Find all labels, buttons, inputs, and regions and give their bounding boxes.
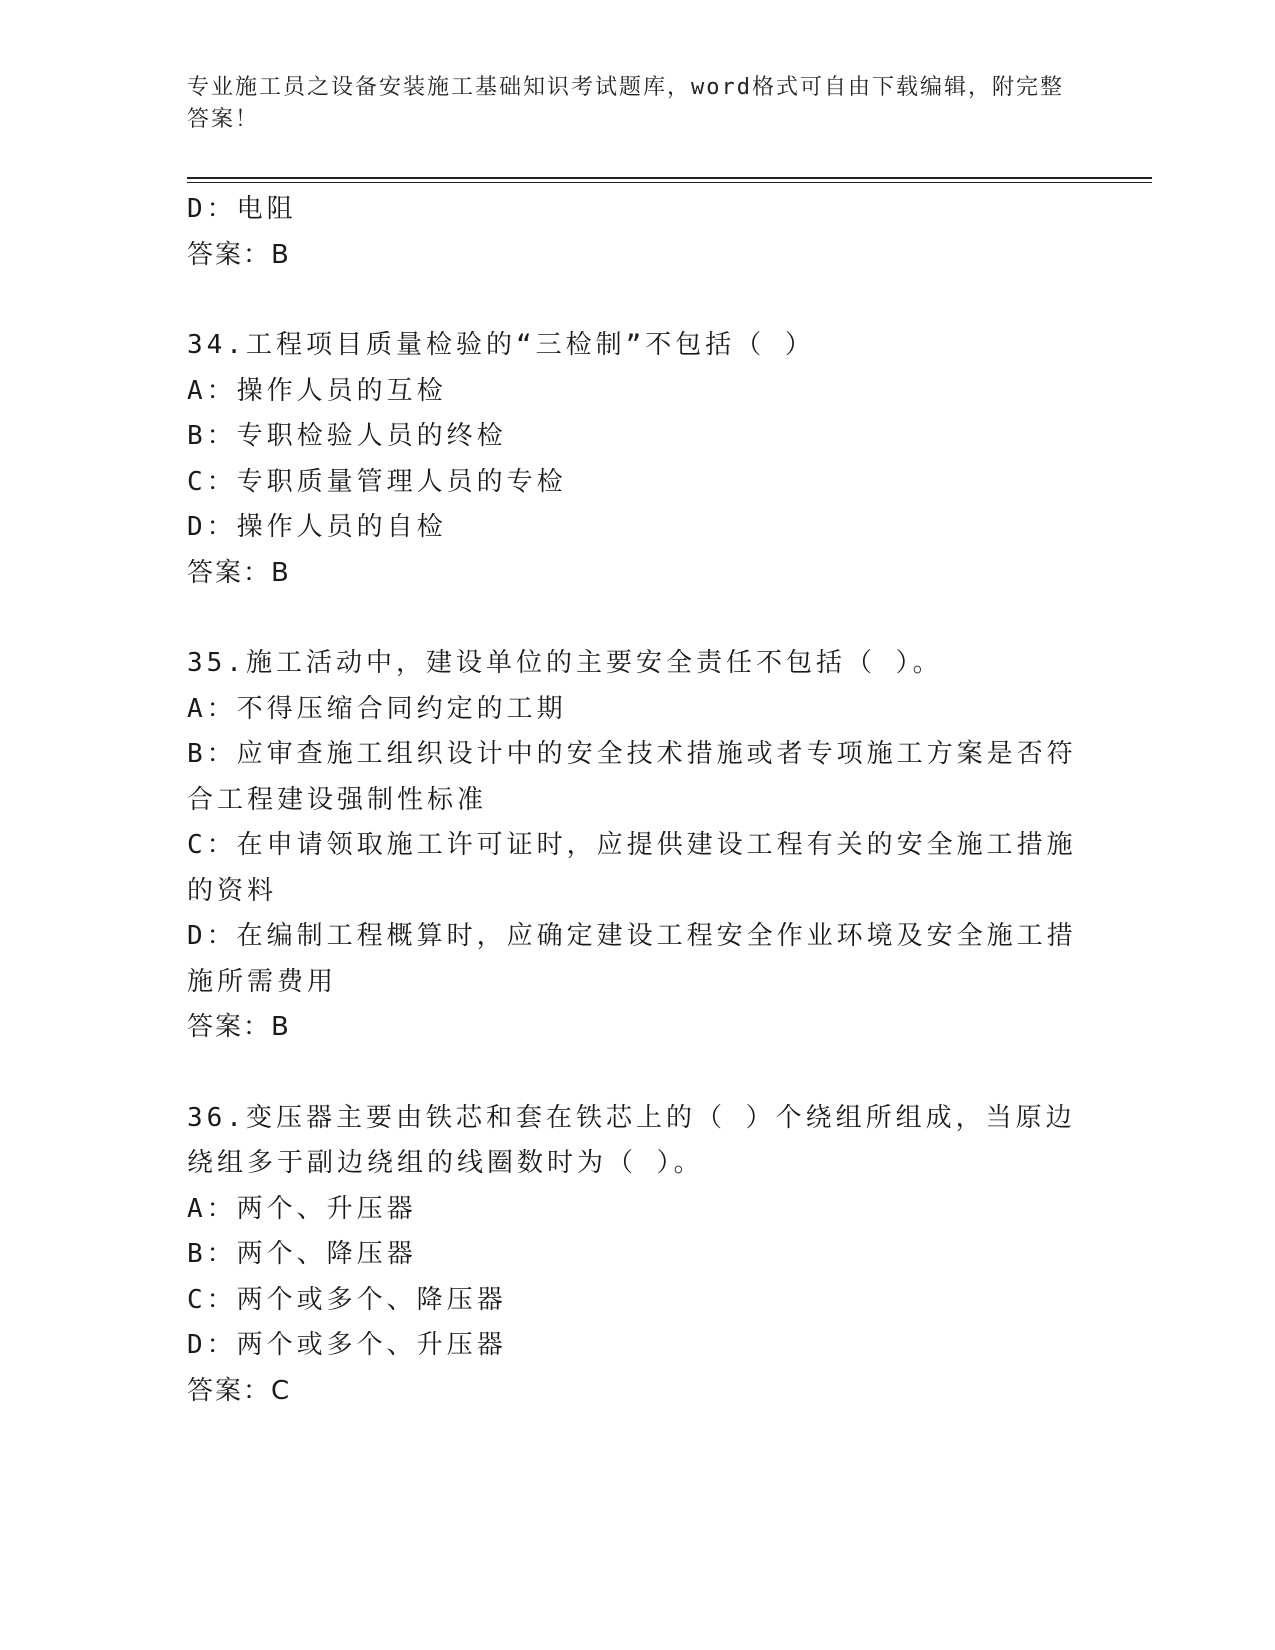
question-34-option-a: A：操作人员的互检 [187, 375, 447, 406]
spacer [187, 1051, 1087, 1096]
question-35-option-b: B：应审查施工组织设计中的安全技术措施或者专项施工方案是否符合工程建设强制性标准 [187, 739, 1077, 815]
header-rule-thin [187, 182, 1152, 183]
spacer [187, 596, 1087, 641]
question-34-answer: 答案：B [187, 557, 291, 588]
question-35-stem: 35.施工活动中，建设单位的主要安全责任不包括（ ）。 [187, 648, 943, 678]
document-header: 专业施工员之设备安装施工基础知识考试题库，word格式可自由下载编辑，附完整答案！ [187, 75, 1064, 132]
question-34-stem: 34.工程项目质量检验的“三检制”不包括（ ） [187, 330, 815, 360]
question-35-option-c: C：在申请领取施工许可证时，应提供建设工程有关的安全施工措施的资料 [187, 830, 1077, 906]
question-36-option-d: D：两个或多个、升压器 [187, 1330, 507, 1360]
prev-answer: 答案：B [187, 239, 291, 270]
question-36-option-c: C：两个或多个、降压器 [187, 1284, 507, 1315]
question-35-answer: 答案：B [187, 1012, 291, 1042]
question-36-option-a: A：两个、升压器 [187, 1193, 417, 1224]
header-rule-thick [187, 177, 1152, 179]
question-content [187, 187, 1087, 1414]
question-36-stem: 36.变压器主要由铁芯和套在铁芯上的（ ）个绕组所组成，当原边绕组多于副边绕组的线圈数时为（ ）。 [187, 1102, 1076, 1178]
spacer [187, 278, 1087, 323]
question-36-option-b: B：两个、降压器 [187, 1239, 417, 1269]
prev-option-d: D：电阻 [187, 194, 297, 224]
question-35-option-a: A：不得压缩合同约定的工期 [187, 693, 567, 724]
question-34-option-c: C：专职质量管理人员的专检 [187, 466, 567, 497]
question-34-option-d: D：操作人员的自检 [187, 512, 447, 542]
question-35-option-d: D：在编制工程概算时，应确定建设工程安全作业环境及安全施工措施所需费用 [187, 921, 1077, 997]
question-36-answer: 答案：C [187, 1375, 292, 1406]
question-34-option-b: B：专职检验人员的终检 [187, 421, 507, 451]
